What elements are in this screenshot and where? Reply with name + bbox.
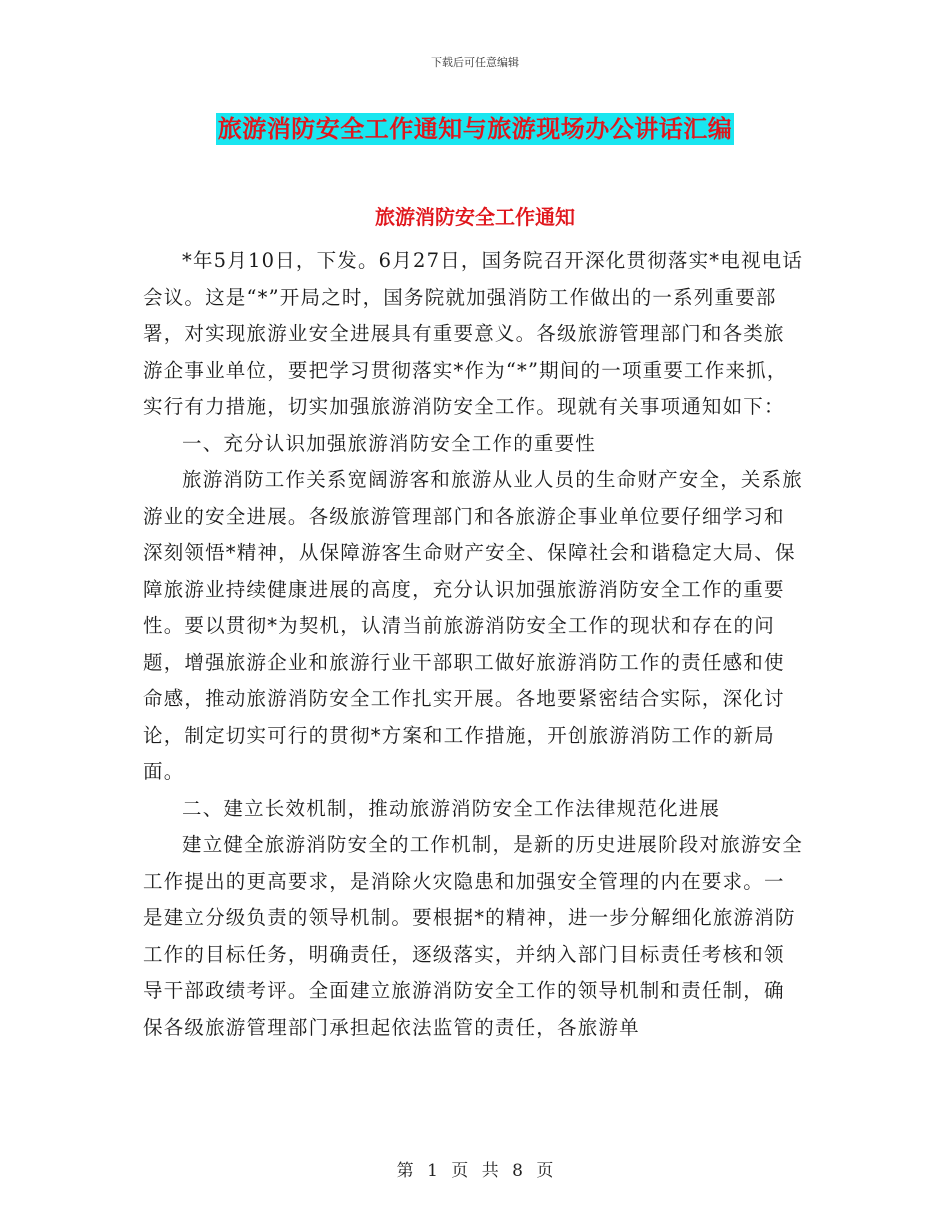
paragraph: *年5月10日，下发。6月27日，国务院召开深化贯彻落实*电视电话会议。这是“*”开局之时，国务院就加强消防工作做出的一系列重要部署，对实现旅游业安全进展具有重要意义。各级旅游管理部门和各类旅游企事业单位，要把学习贯彻落实*作为“*”期间的一项重要工作来抓，实行有力措施，切实加强旅游消防安全工作。现就有关事项通知如下： (143, 249, 804, 418)
section-title: 旅游消防安全工作通知 (375, 205, 575, 229)
document-title-container (0, 113, 950, 145)
document-body (143, 243, 805, 1046)
paragraph: 建立健全旅游消防安全的工作机制，是新的历史进展阶段对旅游安全工作提出的更高要求，是消除火灾隐患和加强安全管理的内在要求。一是建立分级负责的领导机制。要根据*的精神，进一步分解细化旅游消防工作的目标任务，明确责任，逐级落实，并纳入部门目标责任考核和领导干部政绩考评。全面建立旅游消防安全工作的领导机制和责任制，确保各级旅游管理部门承担起依法监管的责任，各旅游单 (143, 833, 804, 1039)
page-footer: 第 1 页 共 8 页 (396, 1161, 554, 1181)
paragraph: 旅游消防工作关系宽阔游客和旅游从业人员的生命财产安全，关系旅游业的安全进展。各级旅游管理部门和各旅游企事业单位要仔细学习和深刻领悟*精神，从保障游客生命财产安全、保障社会和谐稳定大局、保障旅游业持续健康进展的高度，充分认识加强旅游消防安全工作的重要性。要以贯彻*为契机，认清当前旅游消防安全工作的现状和存在的问题，增强旅游企业和旅游行业干部职工做好旅游消防工作的责任感和使命感，推动旅游消防安全工作扎实开展。各地要紧密结合实际，深化讨论，制定切实可行的贯彻*方案和工作措施，开创旅游消防工作的新局面。 (143, 468, 804, 783)
document-title: 旅游消防安全工作通知与旅游现场办公讲话汇编 (217, 114, 733, 143)
header-note: 下载后可任意编辑 (431, 56, 519, 69)
heading-2: 二、建立长效机制，推动旅游消防安全工作法律规范化进展 (182, 796, 721, 820)
heading-1: 一、充分认识加强旅游消防安全工作的重要性 (182, 431, 597, 455)
